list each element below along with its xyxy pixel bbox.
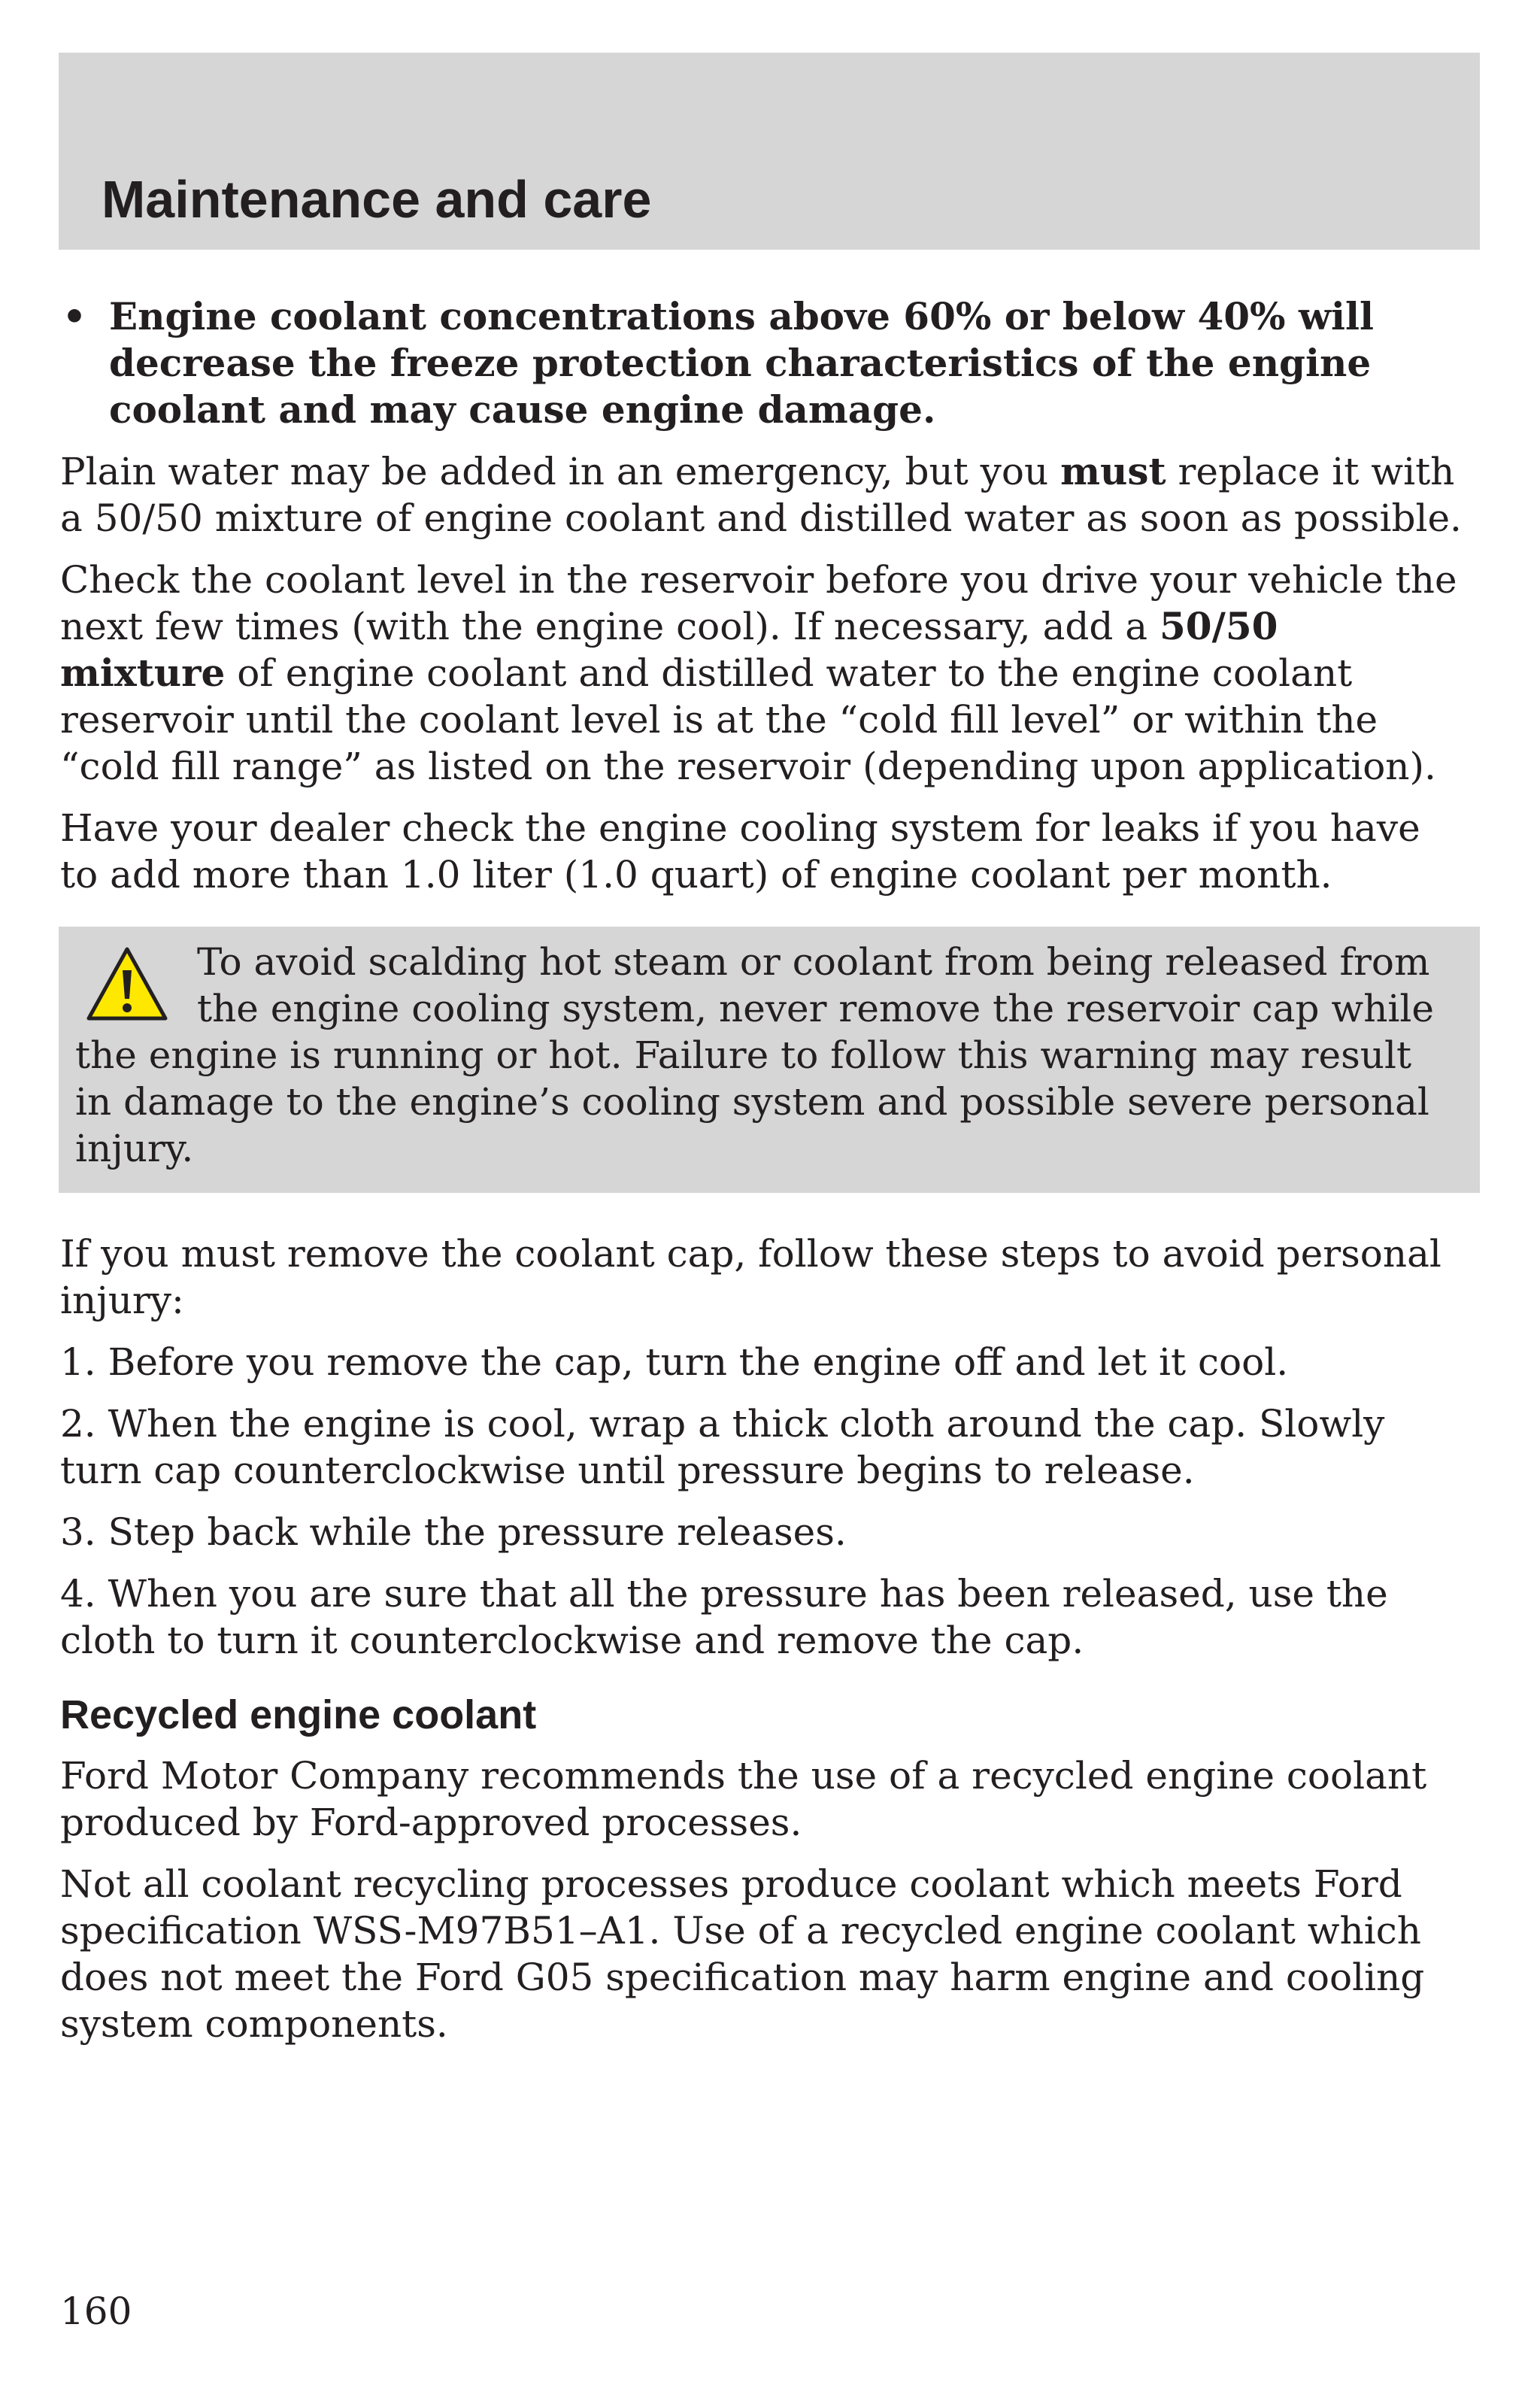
step-line: turn cap counterclockwise until pressure begins to release.	[60, 1449, 1195, 1492]
bullet-note	[60, 293, 1489, 433]
paragraph-line: injury:	[60, 1279, 184, 1322]
paragraph-line	[60, 448, 1489, 495]
paragraph-line: reservoir until the coolant level is at the “cold fill level” or within the	[60, 698, 1378, 742]
paragraph-line: system components.	[60, 2002, 448, 2046]
warning-line: in damage to the engine’s cooling system and possible severe personal	[75, 1080, 1429, 1124]
emphasis-must: must	[1060, 449, 1166, 493]
paragraph-line: Not all coolant recycling processes produce coolant which meets Ford	[60, 1862, 1402, 1906]
recycled-coolant-heading: Recycled engine coolant	[60, 1692, 537, 1737]
paragraph-line: Check the coolant level in the reservoir before you drive your vehicle the	[60, 558, 1457, 602]
warning-triangle-icon	[84, 945, 170, 1024]
steps-intro-paragraph	[60, 1230, 1489, 1324]
paragraph-line: a 50/50 mixture of engine coolant and distilled water as soon as possible.	[60, 496, 1462, 540]
paragraph-line: specification WSS-M97B51–A1. Use of a recycled engine coolant which	[60, 1909, 1421, 1953]
bullet-line: Engine coolant concentrations above 60% or below 40% will	[109, 294, 1374, 338]
step-line: 2. When the engine is cool, wrap a thick cloth around the cap. Slowly	[60, 1402, 1385, 1446]
bullet-marker: •	[62, 294, 86, 338]
emphasis-mixture: mixture	[60, 651, 226, 695]
step-item	[60, 1400, 1489, 1494]
paragraph-line: “cold fill range” as listed on the reservoir (depending upon application).	[60, 745, 1436, 788]
step-item	[60, 1509, 1489, 1555]
paragraph-line: to add more than 1.0 liter (1.0 quart) of engine coolant per month.	[60, 853, 1332, 897]
paragraph-line: Have your dealer check the engine cooling system for leaks if you have	[60, 806, 1420, 850]
warning-line: injury.	[75, 1127, 194, 1170]
warning-line: the engine is running or hot. Failure to follow this warning may result	[75, 1033, 1412, 1077]
dealer-check-paragraph	[60, 805, 1489, 898]
recycled-spec-paragraph	[60, 1861, 1489, 2047]
warning-line: the engine cooling system, never remove the reservoir cap while	[197, 987, 1434, 1030]
emphasis-mixture-ratio: 50/50	[1160, 604, 1278, 648]
step-line: cloth to turn it counterclockwise and remove the cap.	[60, 1619, 1084, 1662]
page-content	[60, 293, 1489, 2047]
bullet-line: coolant and may cause engine damage.	[109, 387, 936, 432]
paragraph-line: produced by Ford-approved processes.	[60, 1801, 802, 1844]
paragraph-line	[60, 650, 1489, 696]
paragraph-line: If you must remove the coolant cap, follow these steps to avoid personal	[60, 1232, 1441, 1276]
paragraph-line	[60, 603, 1489, 650]
check-level-paragraph	[60, 557, 1489, 790]
text-run: replace it with	[1166, 450, 1455, 493]
text-run: of engine coolant and distilled water to the engine coolant	[225, 651, 1353, 695]
paragraph-line: Ford Motor Company recommends the use of a recycled engine coolant	[60, 1754, 1427, 1798]
text-run: next few times (with the engine cool). If necessary, add a	[60, 605, 1160, 648]
bullet-line: decrease the freeze protection characteristics of the engine	[109, 341, 1372, 385]
warning-box	[59, 927, 1480, 1193]
paragraph-line: does not meet the Ford G05 specification may harm engine and cooling	[60, 1956, 1425, 1999]
step-line: 3. Step back while the pressure releases.	[60, 1510, 847, 1554]
text-run: Plain water may be added in an emergency, but you	[60, 450, 1061, 493]
plain-water-paragraph	[60, 448, 1489, 542]
page-number: 160	[60, 2289, 132, 2333]
warning-line: To avoid scalding hot steam or coolant from being released from	[197, 940, 1430, 984]
step-line: 1. Before you remove the cap, turn the engine off and let it cool.	[60, 1340, 1289, 1384]
step-line: 4. When you are sure that all the pressure has been released, use the	[60, 1572, 1388, 1616]
section-title: Maintenance and care	[102, 170, 652, 229]
recycled-paragraph	[60, 1752, 1489, 1846]
step-item	[60, 1570, 1489, 1664]
step-item	[60, 1339, 1489, 1385]
